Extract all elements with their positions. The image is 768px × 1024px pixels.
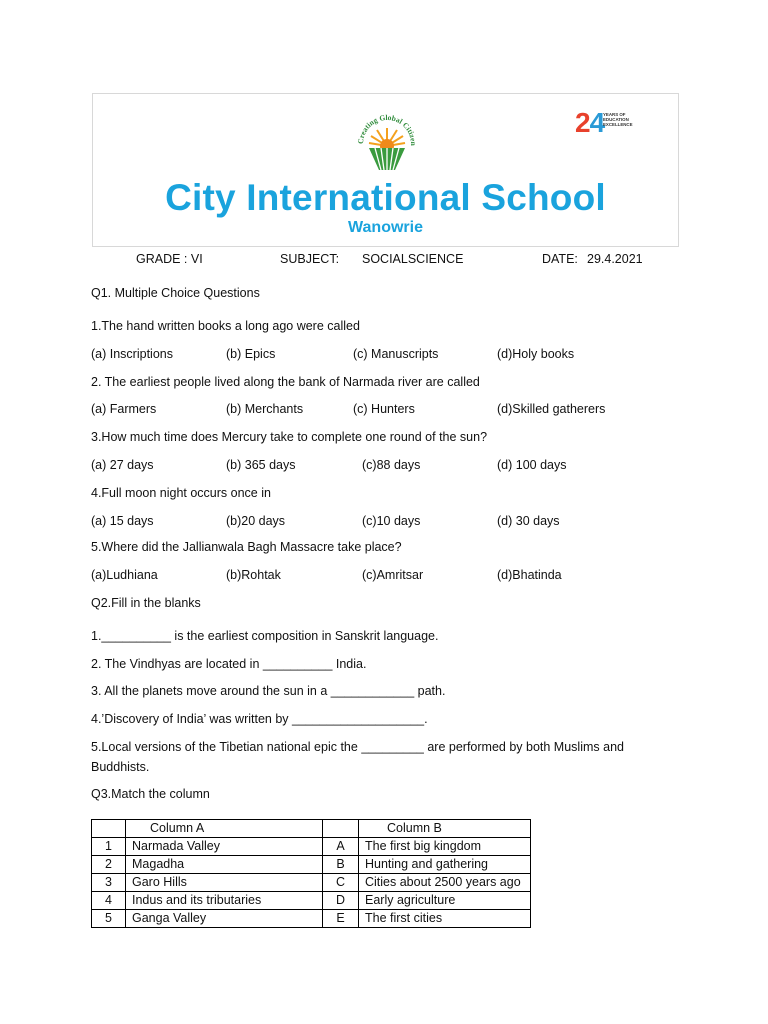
mcq-question: 1.The hand written books a long ago were called (91, 319, 360, 333)
table-cell: Ganga Valley (126, 910, 323, 928)
table-cell: Indus and its tributaries (126, 892, 323, 910)
table-cell: Narmada Valley (126, 838, 323, 856)
table-cell: E (323, 910, 359, 928)
mcq-option: (c) Hunters (353, 402, 415, 416)
mcq-option: (a) Farmers (91, 402, 157, 416)
table-cell: Garo Hills (126, 874, 323, 892)
mcq-option: (d)Holy books (497, 347, 575, 361)
mcq-option: (b)Rohtak (226, 568, 281, 582)
mcq-option: (c)88 days (362, 458, 421, 472)
mcq-option: (d)Bhatinda (497, 568, 562, 582)
table-cell: Early agriculture (359, 892, 531, 910)
anniversary-badge (575, 107, 633, 162)
table-row (92, 856, 531, 874)
fill-blank-item: 2. The Vindhyas are located in __________ India. (91, 657, 367, 671)
table-cell: A (323, 838, 359, 856)
fill-blank-item: 1.__________ is the earliest composition in Sanskrit language. (91, 629, 439, 643)
table-row (92, 910, 531, 928)
table-row (92, 892, 531, 910)
mcq-option: (a) 15 days (91, 514, 154, 528)
mcq-option: (c)Amritsar (362, 568, 424, 582)
mcq-option: (b)20 days (226, 514, 286, 528)
mcq-option: (c) Manuscripts (353, 347, 439, 361)
fill-blank-item: 3. All the planets move around the sun in a ____________ path. (91, 684, 446, 698)
q1-title: Q1. Multiple Choice Questions (91, 286, 260, 300)
table-cell: 4 (92, 892, 126, 910)
school-branch: Wanowrie (348, 219, 423, 236)
mcq-option: (d)Skilled gatherers (497, 402, 606, 416)
fill-blank-item-continued: Buddhists. (91, 760, 150, 774)
table-cell: C (323, 874, 359, 892)
badge-text: YEARS OF EDUCATION EXCELLENCE (603, 112, 633, 127)
logo-motto: Creating Global Citizen (355, 112, 419, 146)
mcq-option: (b) Merchants (226, 402, 304, 416)
subject-value: SOCIALSCIENCE (362, 252, 464, 266)
table-cell: D (323, 892, 359, 910)
mcq-option: (d) 30 days (497, 514, 560, 528)
grade-label: GRADE : VI (136, 252, 203, 266)
q3-title: Q3.Match the column (91, 787, 210, 801)
badge-number: 24 (575, 107, 605, 138)
date-value: 29.4.2021 (587, 252, 643, 266)
mcq-option: (a) Inscriptions (91, 347, 173, 361)
fill-blank-item: 4.’Discovery of India’ was written by ___________________. (91, 712, 428, 726)
header-cell (92, 820, 126, 838)
table-row (92, 838, 531, 856)
table-cell: Magadha (126, 856, 323, 874)
mcq-question: 4.Full moon night occurs once in (91, 486, 271, 500)
mcq-option: (a)Ludhiana (91, 568, 158, 582)
mcq-option: (b) 365 days (226, 458, 296, 472)
fill-blank-item: 5.Local versions of the Tibetian national epic the _________ are performed by both Muslims and (91, 740, 624, 754)
table-cell: The first cities (359, 910, 531, 928)
table-header-row (92, 820, 531, 838)
header-cell: Column B (359, 820, 531, 838)
date-label: DATE: (542, 252, 578, 266)
table-cell: Hunting and gathering (359, 856, 531, 874)
table-cell: The first big kingdom (359, 838, 531, 856)
school-name: City International School (165, 177, 606, 218)
header-cell: Column A (126, 820, 323, 838)
mcq-option: (d) 100 days (497, 458, 567, 472)
mcq-option: (b) Epics (226, 347, 276, 361)
table-cell: 2 (92, 856, 126, 874)
table-cell: 1 (92, 838, 126, 856)
mcq-option: (c)10 days (362, 514, 421, 528)
match-table (91, 819, 531, 928)
table-cell: 5 (92, 910, 126, 928)
mcq-question: 5.Where did the Jallianwala Bagh Massacre take place? (91, 540, 402, 554)
header-cell (323, 820, 359, 838)
q2-title: Q2.Fill in the blanks (91, 596, 201, 610)
mcq-question: 3.How much time does Mercury take to complete one round of the sun? (91, 430, 488, 444)
subject-label: SUBJECT: (280, 252, 340, 266)
mcq-option: (a) 27 days (91, 458, 154, 472)
school-logo (355, 108, 419, 174)
mcq-question: 2. The earliest people lived along the bank of Narmada river are called (91, 375, 480, 389)
table-cell: 3 (92, 874, 126, 892)
table-cell: Cities about 2500 years ago (359, 874, 531, 892)
school-banner (92, 93, 679, 247)
table-cell: B (323, 856, 359, 874)
table-row (92, 874, 531, 892)
